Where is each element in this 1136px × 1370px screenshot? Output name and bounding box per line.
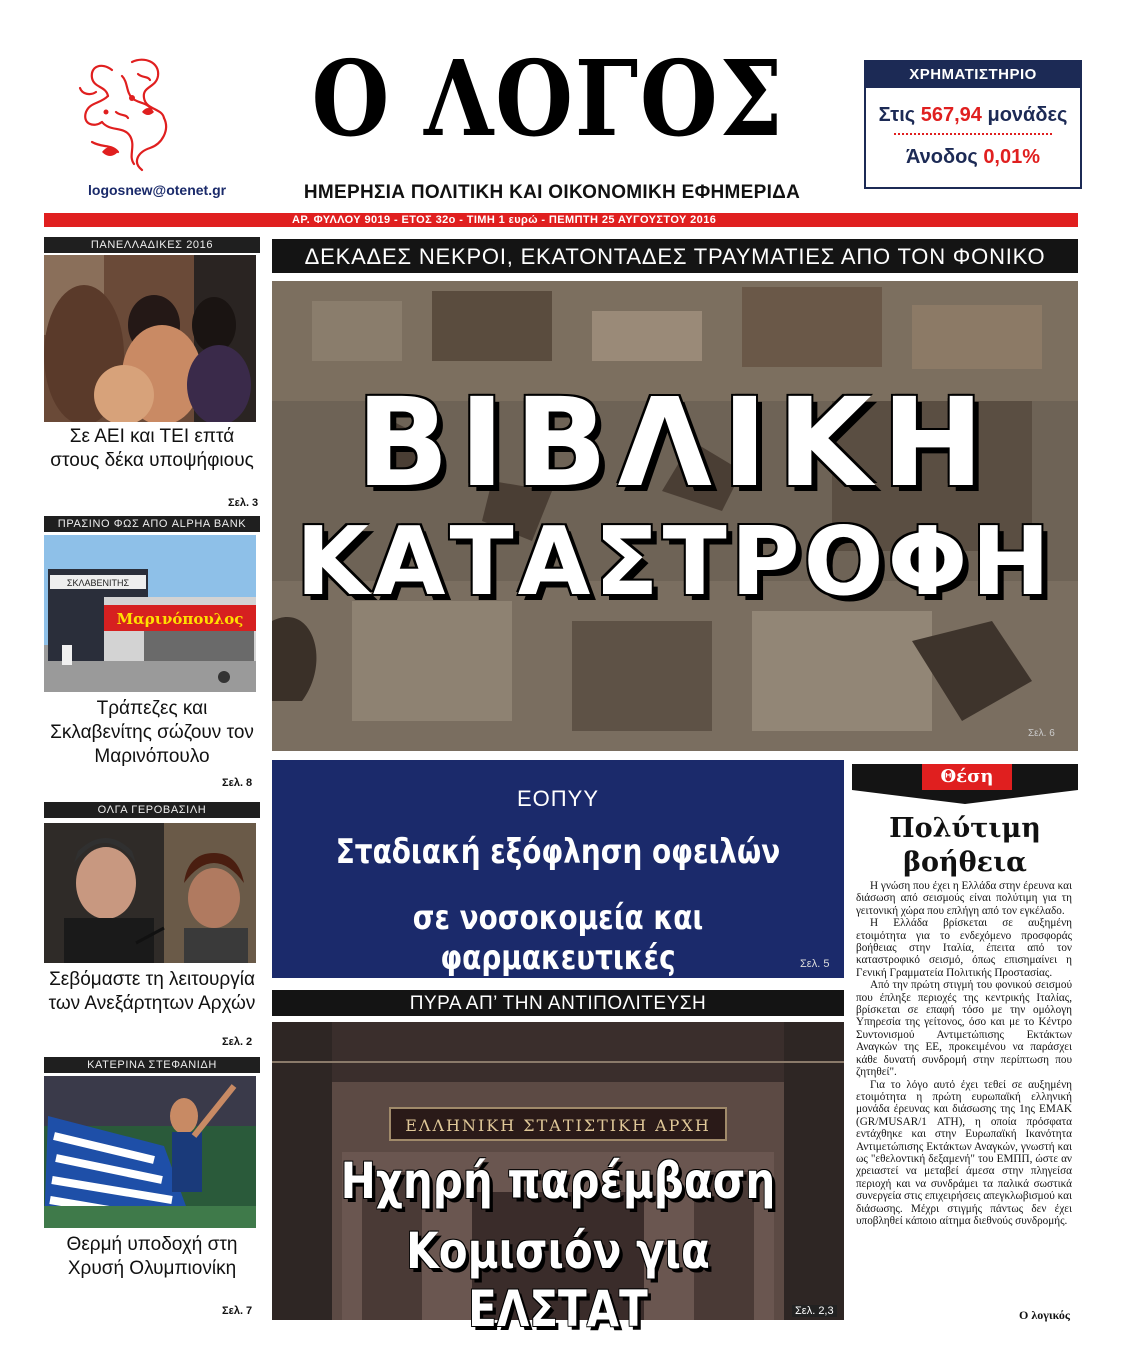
elstat-headline-line2[interactable]: Κομισιόν για ΕΛΣΤΑΤ [406, 1222, 710, 1338]
editorial-signature: Ο λογικός [1019, 1308, 1070, 1322]
logo-illustration [72, 52, 190, 180]
editorial-paragraph: Η γνώση που έχει η Ελλάδα στην έρευνα και διάσωση από σεισμούς είναι πολύτιμη για τη γειτονική χώρα που επλήγη από τον εγκέλαδο. [856, 880, 1072, 917]
stock-points-value: 567,94 [920, 104, 982, 126]
editorial-arrow [852, 790, 1078, 804]
editorial-body [856, 880, 1072, 1227]
sidebar-headline-exams[interactable]: Σε ΑΕΙ και ΤΕΙ επτά στους δέκα υποψήφιους [50, 426, 254, 471]
sidebar-tag-athlete: ΚΑΤΕΡΙΝΑ ΣΤΕΦΑΝΙΔΗ [44, 1057, 260, 1073]
supermarket-photo[interactable] [44, 535, 256, 692]
stock-change-value: 0,01% [983, 146, 1041, 168]
students-photo[interactable] [44, 255, 256, 422]
lead-banner: ΔΕΚΑΔΕΣ ΝΕΚΡΟΙ, ΕΚΑΤΟΝΤΑΔΕΣ ΤΡΑΥΜΑΤΙΕΣ ΑΠΟ ΤΟΝ ΦΟΝΙΚΟ [272, 239, 1078, 273]
sidebar-headline-bank[interactable]: Τράπεζες και Σκλαβενίτης σώζουν τον Μαρινόπουλο [50, 698, 254, 767]
stock-change [866, 146, 1080, 169]
stock-points [866, 104, 1080, 127]
elstat-headline-line1[interactable]: Ηχηρή παρέμβαση [340, 1152, 776, 1210]
health-headline-line2[interactable]: σε νοσοκομεία και φαρμακευτικές [412, 898, 704, 978]
sidebar-page-athlete: Σελ. 7 [222, 1305, 253, 1317]
elstat-banner: ΠΥΡΑ ΑΠ’ ΤΗΝ ΑΝΤΙΠΟΛΙΤΕΥΣΗ [272, 990, 844, 1016]
sidebar-page-exams: Σελ. 3 [228, 497, 259, 509]
elstat-page: Σελ. 2,3 [792, 1305, 837, 1317]
masthead-subtitle: ΗΜΕΡΗΣΙΑ ΠΟΛΙΤΙΚΗ ΚΑΙ ΟΙΚΟΝΟΜΙΚΗ ΕΦΗΜΕΡΙΔΑ [303, 182, 801, 203]
editorial-paragraph: Από την πρώτη στιγμή του φονικού σεισμού που έπληξε περιοχές της κεντρικής Ιταλίας, βρίσκεται σε επαφή τόσο με την ομόλογη Υπηρεσία της γείτονος, όσο και με το Κέντρο Συντονισμού Αντιμετώπισης Εκτάκτων Αναγκών της ΕΕ, προκειμένου να παράσχει κάθε δυνατή συνδρομή στην περίπτωση που ζητηθεί". [856, 979, 1072, 1079]
editorial-title-line1: Πολύτιμη [889, 813, 1041, 844]
editorial-title[interactable] [852, 812, 1078, 880]
sidebar-tag-exams: ΠΑΝΕΛΛΑΔΙΚΕΣ 2016 [44, 237, 260, 253]
editorial-paragraph: Η Ελλάδα βρίσκεται σε αυξημένη ετοιμότητα για το ενδεχόμενο προσφοράς βοήθειας στην Ιταλία, έπειτα από τον καταστροφικό σεισμό, όπως επισημαίνει η Γενική Γραμματεία Πολιτικής Προστασίας. [856, 917, 1072, 979]
sidebar-page-bank: Σελ. 8 [222, 777, 253, 789]
contact-email[interactable]: logosnew@otenet.gr [88, 182, 227, 198]
issue-line: ΑΡ. ΦΥΛΛΟΥ 9019 - ΕΤΟΣ 32ο - ΤΙΜΗ 1 ευρώ - ΠΕΜΠΤΗ 25 ΑΥΓΟΥΣΤΟΥ 2016 [292, 214, 717, 226]
sign-sklavenitis: ΣΚΛΑΒΕΝΙΤΗΣ [66, 578, 130, 588]
stock-points-suffix: μονάδες [987, 104, 1068, 126]
minister-photo[interactable] [44, 823, 256, 963]
editorial-title-line2: βοήθεια [903, 847, 1027, 878]
health-page: Σελ. 5 [800, 958, 830, 970]
athlete-photo[interactable] [44, 1076, 256, 1228]
elstat-sign: ΕΛΛΗΝΙΚΗ ΣΤΑΤΙΣΤΙΚΗ ΑΡΧΗ [405, 1116, 711, 1135]
stock-box [864, 60, 1082, 189]
lead-page: Σελ. 6 [1028, 728, 1055, 739]
editorial-paragraph: Για το λόγο αυτό έχει τεθεί σε αυξημένη ετοιμότητα η πρώτη ευρωπαϊκή ελληνική μονάδα έρευνας και διάσωσης της 1ης ΕΜΑΚ (GR/MUSAR/1 ΑΤΗ), η οποία πρόσφατα εντάχθηκε και στην Ευρωπαϊκή Ικανότητα Αντιμετώπισης Εκτάκτων Αναγκών, γνωστή και ως "εθελοντική δεξαμενή" του ΕΜΠΠ, ώστε αν χρειαστεί να μεταβεί άμεσα στην πληγείσα περιοχή και να συνδράμει τα παλικά σωστικά συνεργεία στις επιχειρήσεις απεγκλωβισμού και διάσωσης. Μέχρι στιγμής πάντως δεν έχει υποβληθεί κάποιο αίτημα διεθνούς συνδρομής. [856, 1078, 1072, 1227]
sign-marinopoulos: Μαρινόπουλος [116, 610, 244, 628]
stock-points-prefix: Στις [878, 104, 916, 126]
sidebar-headline-minister[interactable]: Σεβόμαστε τη λειτουργία των Ανεξάρτητων Αρχών [48, 969, 256, 1014]
health-headline-line1[interactable]: Σταδιακή εξόφληση οφειλών [335, 832, 781, 872]
editorial-label: Θέση [922, 764, 1012, 790]
health-kicker: ΕΟΠΥΥ [516, 786, 600, 811]
stock-change-prefix: Άνοδος [905, 146, 978, 168]
stock-divider [894, 133, 1052, 135]
sidebar-tag-bank: ΠΡΑΣΙΝΟ ΦΩΣ ΑΠΟ ALPHA BANK [44, 516, 260, 532]
sidebar-headline-athlete[interactable]: Θερμή υποδοχή στη Χρυσή Ολυμπιονίκη [66, 1234, 238, 1279]
lead-headline-line1[interactable]: ΒΙΒΛΙΚΗ [356, 372, 994, 514]
stock-title: ΧΡΗΜΑΤΙΣΤΗΡΙΟ [866, 62, 1080, 88]
sidebar-tag-minister: ΟΛΓΑ ΓΕΡΟΒΑΣΙΛΗ [44, 802, 260, 818]
sidebar-page-minister: Σελ. 2 [222, 1036, 253, 1048]
lead-headline-line2[interactable]: ΚΑΤΑΣΤΡΟΦΗ [295, 508, 1055, 617]
masthead-title: Ο ΛΟΓΟΣ [311, 37, 785, 160]
